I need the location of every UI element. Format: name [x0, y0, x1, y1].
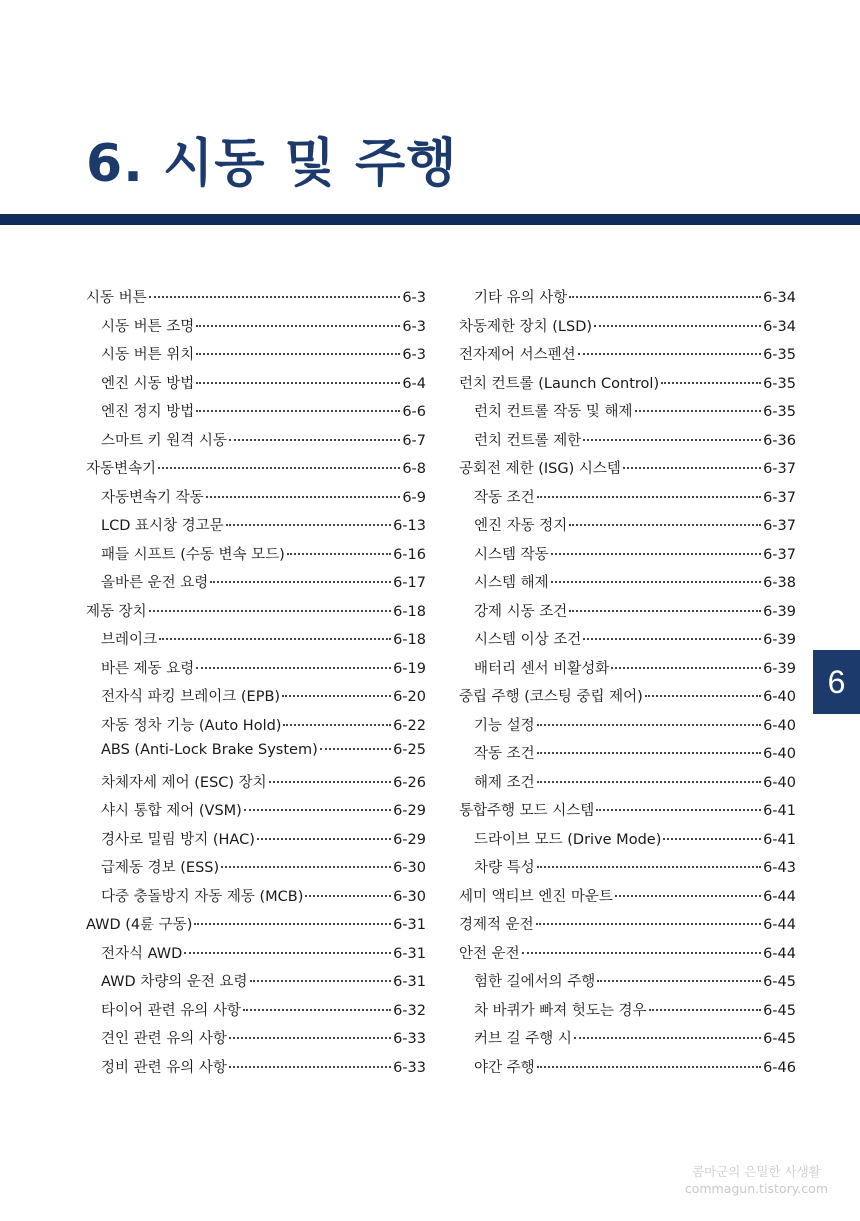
toc-leader-dots [611, 667, 761, 669]
toc-entry-label: ABS (Anti-Lock Brake System) [101, 742, 318, 758]
toc-entry[interactable] [86, 400, 426, 429]
toc-entry-label: AWD 차량의 운전 요령 [101, 974, 248, 990]
toc-entry[interactable] [459, 286, 796, 315]
toc-column-right [459, 286, 796, 1084]
toc-entry-page: 6-31 [393, 945, 426, 962]
toc-entry[interactable] [459, 400, 796, 429]
toc-entry[interactable] [86, 315, 426, 344]
toc-entry-page: 6-7 [402, 432, 426, 449]
toc-leader-dots [196, 325, 400, 327]
toc-entry-page: 6-45 [763, 1031, 796, 1047]
toc-entry-label: 경사로 밀림 방지 (HAC) [101, 831, 255, 848]
toc-entry-label: 중립 주행 (코스팅 중립 제어) [459, 689, 643, 705]
toc-entry-label: 차량 특성 [474, 860, 535, 876]
toc-entry[interactable] [86, 543, 426, 572]
toc-entry-label: 시스템 해제 [474, 575, 549, 591]
toc-entry[interactable] [459, 742, 796, 771]
toc-entry-page: 6-37 [763, 489, 796, 506]
toc-leader-dots [551, 581, 761, 583]
toc-entry[interactable] [86, 514, 426, 543]
toc-leader-dots [149, 610, 391, 612]
toc-entry-page: 6-31 [393, 917, 426, 933]
toc-entry[interactable] [86, 372, 426, 401]
toc-entry-label: 자동변속기 [86, 461, 157, 477]
toc-entry-page: 6-22 [393, 717, 426, 734]
toc-entry-page: 6-39 [763, 660, 796, 677]
toc-entry[interactable] [86, 457, 426, 486]
toc-leader-dots [196, 382, 400, 384]
toc-leader-dots [229, 439, 400, 441]
toc-leader-dots [229, 1037, 391, 1039]
toc-entry[interactable] [459, 571, 796, 600]
toc-entry-label: 전자식 파킹 브레이크 (EPB) [101, 689, 281, 705]
toc-leader-dots [537, 781, 761, 783]
toc-entry[interactable] [86, 1056, 426, 1085]
toc-leader-dots [250, 980, 392, 982]
toc-leader-dots [206, 496, 401, 498]
toc-entry-page: 6-6 [402, 404, 426, 420]
toc-leader-dots [158, 467, 400, 469]
toc-entry[interactable] [459, 856, 796, 885]
toc-entry-label: 엔진 자동 정지 [474, 518, 568, 534]
toc-leader-dots [551, 553, 761, 555]
toc-leader-dots [305, 895, 391, 897]
toc-entry[interactable] [86, 1027, 426, 1056]
toc-leader-dots [615, 895, 761, 897]
toc-leader-dots [537, 724, 761, 726]
toc-entry-label: 제동 장치 [86, 603, 147, 620]
toc-entry[interactable] [86, 942, 426, 971]
toc-entry-label: 시동 버튼 [86, 290, 147, 306]
toc-entry-page: 6-33 [393, 1059, 426, 1076]
toc-entry-label: 시동 버튼 조명 [101, 318, 195, 335]
toc-entry-label: 작동 조건 [474, 489, 535, 506]
toc-entry-page: 6-19 [393, 660, 426, 677]
toc-leader-dots [537, 496, 761, 498]
toc-entry-label: 강제 시동 조건 [474, 603, 568, 620]
toc-entry-page: 6-30 [393, 888, 426, 905]
toc-leader-dots [583, 638, 761, 640]
toc-entry-page: 6-30 [393, 860, 426, 876]
toc-entry-page: 6-45 [763, 1002, 796, 1019]
toc-column-left [86, 286, 426, 1084]
toc-leader-dots [184, 952, 391, 954]
toc-entry-page: 6-38 [763, 575, 796, 591]
toc-entry[interactable] [459, 828, 796, 857]
toc-leader-dots [287, 553, 391, 555]
toc-entry-page: 6-39 [763, 603, 796, 620]
toc-leader-dots [569, 524, 761, 526]
toc-leader-dots [226, 524, 391, 526]
watermark-line-1: 콤마군의 은밀한 사생활 [692, 1164, 821, 1179]
toc-entry-page: 6-41 [763, 803, 796, 819]
toc-entry-label: 바른 제동 요령 [101, 660, 195, 677]
toc-entry[interactable] [459, 486, 796, 515]
toc-entry-page: 6-32 [393, 1002, 426, 1019]
toc-entry[interactable] [459, 514, 796, 543]
toc-leader-dots [645, 695, 761, 697]
toc-entry-page: 6-35 [763, 347, 796, 363]
toc-leader-dots [537, 1066, 761, 1068]
toc-entry-label: 스마트 키 원격 시동 [101, 432, 227, 449]
toc-entry-page: 6-44 [763, 917, 796, 933]
toc-entry-label: 험한 길에서의 주행 [474, 974, 596, 990]
toc-entry-page: 6-33 [393, 1031, 426, 1047]
toc-entry-label: 샤시 통합 제어 (VSM) [101, 803, 242, 819]
toc-leader-dots [210, 581, 391, 583]
toc-leader-dots [194, 923, 391, 925]
toc-entry-page: 6-46 [763, 1059, 796, 1076]
toc-entry[interactable] [86, 913, 426, 942]
toc-entry[interactable] [459, 457, 796, 486]
toc-entry-page: 6-3 [402, 290, 426, 306]
toc-entry-label: 야간 주행 [474, 1059, 535, 1076]
toc-entry-label: 시스템 작동 [474, 546, 549, 563]
toc-entry[interactable] [86, 685, 426, 714]
toc-entry-label: 해제 조건 [474, 774, 535, 791]
toc-entry[interactable] [86, 628, 426, 657]
toc-leader-dots [649, 1009, 762, 1011]
toc-entry-label: 견인 관련 유의 사항 [101, 1031, 227, 1047]
toc-entry[interactable] [459, 343, 796, 372]
toc-entry-page: 6-35 [763, 375, 796, 392]
toc-entry[interactable] [459, 372, 796, 401]
toc-leader-dots [221, 866, 391, 868]
toc-entry-page: 6-40 [763, 689, 796, 705]
toc-entry-label: 통합주행 모드 시스템 [459, 803, 595, 819]
toc-entry-label: 급제동 경보 (ESS) [101, 860, 220, 876]
toc-leader-dots [229, 1066, 391, 1068]
toc-entry-label: 공회전 제한 (ISG) 시스템 [459, 461, 621, 477]
toc-leader-dots [578, 353, 761, 355]
toc-leader-dots [536, 923, 761, 925]
toc-entry[interactable] [459, 714, 796, 743]
toc-entry-label: LCD 표시창 경고문 [101, 518, 224, 534]
toc-entry-page: 6-20 [393, 689, 426, 705]
toc-entry-label: 정비 관련 유의 사항 [101, 1059, 227, 1076]
toc-entry-label: 작동 조건 [474, 746, 535, 762]
toc-entry[interactable] [86, 742, 426, 771]
toc-entry[interactable] [459, 942, 796, 971]
toc-entry-label: 경제적 운전 [459, 917, 534, 933]
toc-leader-dots [569, 610, 761, 612]
toc-entry-page: 6-8 [402, 461, 426, 477]
toc-entry-page: 6-43 [763, 860, 796, 876]
toc-entry-label: 패들 시프트 (수동 변속 모드) [101, 546, 285, 563]
toc-entry[interactable] [86, 600, 426, 629]
toc-entry-page: 6-25 [393, 742, 426, 758]
toc-entry[interactable] [86, 429, 426, 458]
toc-leader-dots [597, 980, 761, 982]
toc-entry-page: 6-44 [763, 945, 796, 962]
watermark [685, 1164, 828, 1198]
toc-entry-label: 런치 컨트롤 작동 및 해제 [474, 404, 633, 420]
toc-entry[interactable] [459, 600, 796, 629]
toc-entry-page: 6-35 [763, 404, 796, 420]
toc-entry-label: 기능 설정 [474, 717, 535, 734]
toc-entry-page: 6-37 [763, 518, 796, 534]
toc-entry-label: AWD (4륜 구동) [86, 917, 193, 933]
title-rule [0, 214, 860, 225]
toc-leader-dots [159, 638, 391, 640]
toc-leader-dots [522, 952, 761, 954]
toc-entry-page: 6-18 [393, 632, 426, 648]
toc-entry-label: 세미 액티브 엔진 마운트 [459, 888, 613, 905]
toc-leader-dots [320, 748, 391, 750]
toc-entry[interactable] [86, 343, 426, 372]
toc-entry[interactable] [459, 1056, 796, 1085]
toc-entry-page: 6-3 [402, 318, 426, 335]
toc-entry-label: 자동변속기 작동 [101, 489, 204, 506]
toc-entry[interactable] [86, 714, 426, 743]
toc-entry-label: 안전 운전 [459, 945, 520, 962]
toc-entry[interactable] [86, 799, 426, 828]
toc-entry-label: 자동 정차 기능 (Auto Hold) [101, 717, 282, 734]
toc-entry[interactable] [86, 885, 426, 914]
toc-entry[interactable] [459, 657, 796, 686]
toc-leader-dots [282, 695, 391, 697]
toc-leader-dots [635, 410, 762, 412]
toc-entry[interactable] [86, 486, 426, 515]
toc-entry[interactable] [86, 856, 426, 885]
toc-entry-page: 6-34 [763, 290, 796, 306]
toc-entry[interactable] [459, 913, 796, 942]
toc-leader-dots [569, 296, 761, 298]
toc-entry-page: 6-31 [393, 974, 426, 990]
toc-leader-dots [537, 752, 761, 754]
toc-entry[interactable] [459, 885, 796, 914]
toc-leader-dots [663, 838, 761, 840]
toc-entry-page: 6-40 [763, 717, 796, 734]
toc-entry-page: 6-16 [393, 546, 426, 563]
toc-entry-page: 6-9 [402, 489, 426, 506]
toc-entry-page: 6-40 [763, 774, 796, 791]
toc-entry[interactable] [459, 685, 796, 714]
toc-entry-page: 6-40 [763, 746, 796, 762]
toc-entry-page: 6-26 [393, 774, 426, 791]
toc-entry-label: 시스템 이상 조건 [474, 632, 582, 648]
toc-entry[interactable] [459, 628, 796, 657]
toc-entry-page: 6-45 [763, 974, 796, 990]
toc-leader-dots [196, 353, 400, 355]
toc-leader-dots [244, 809, 391, 811]
toc-entry-page: 6-41 [763, 831, 796, 848]
toc-entry[interactable] [459, 999, 796, 1028]
toc-entry-page: 6-4 [402, 375, 426, 392]
toc-entry-label: 배터리 센서 비활성화 [474, 660, 610, 677]
toc-entry[interactable] [86, 571, 426, 600]
toc-entry-page: 6-29 [393, 831, 426, 848]
toc-entry-label: 차 바퀴가 빠져 헛도는 경우 [474, 1002, 647, 1019]
toc-entry[interactable] [86, 771, 426, 800]
toc-entry-label: 엔진 정지 방법 [101, 404, 195, 420]
toc-entry-page: 6-29 [393, 803, 426, 819]
chapter-title: 6. 시동 및 주행 [86, 134, 458, 194]
watermark-line-2: commagun.tistory.com [684, 1180, 828, 1196]
toc-leader-dots [537, 866, 761, 868]
toc-entry-label: 런치 컨트롤 (Launch Control) [459, 375, 660, 392]
toc-entry-page: 6-17 [393, 575, 426, 591]
toc-entry[interactable] [459, 970, 796, 999]
toc-entry[interactable] [86, 828, 426, 857]
toc-entry[interactable] [86, 657, 426, 686]
toc-leader-dots [243, 1009, 391, 1011]
toc-entry-page: 6-13 [393, 518, 426, 534]
toc-leader-dots [269, 781, 391, 783]
toc-leader-dots [661, 382, 761, 384]
toc-entry-page: 6-18 [393, 603, 426, 620]
toc-entry[interactable] [459, 799, 796, 828]
toc-entry-page: 6-44 [763, 888, 796, 905]
toc-entry-label: 올바른 운전 요령 [101, 575, 209, 591]
toc-entry-label: 차체자세 제어 (ESC) 장치 [101, 774, 267, 791]
toc-entry-label: 기타 유의 사항 [474, 290, 568, 306]
toc-entry-label: 드라이브 모드 (Drive Mode) [474, 831, 662, 848]
chapter-tab[interactable]: 6 [813, 650, 860, 714]
toc-entry-page: 6-37 [763, 546, 796, 563]
toc-leader-dots [196, 410, 400, 412]
toc-entry-label: 타이어 관련 유의 사항 [101, 1002, 241, 1019]
toc-entry-page: 6-3 [402, 347, 426, 363]
toc-entry-label: 브레이크 [101, 632, 158, 648]
toc-entry-label: 커브 길 주행 시 [474, 1031, 572, 1047]
toc-entry[interactable] [86, 999, 426, 1028]
toc-entry[interactable] [459, 315, 796, 344]
toc-entry-page: 6-39 [763, 632, 796, 648]
toc-leader-dots [594, 325, 761, 327]
toc-leader-dots [623, 467, 761, 469]
toc-entry-label: 전자제어 서스펜션 [459, 347, 576, 363]
toc-entry-label: 런치 컨트롤 제한 [474, 432, 582, 449]
toc-entry[interactable] [459, 1027, 796, 1056]
toc-entry-label: 다중 충돌방지 자동 제동 (MCB) [101, 888, 304, 905]
toc-entry[interactable] [459, 771, 796, 800]
toc-entry-page: 6-36 [763, 432, 796, 449]
toc-leader-dots [196, 667, 391, 669]
toc-entry-page: 6-37 [763, 461, 796, 477]
toc-entry-label: 차동제한 장치 (LSD) [459, 318, 593, 335]
toc-leader-dots [596, 809, 761, 811]
toc-leader-dots [283, 724, 391, 726]
toc-entry[interactable] [459, 543, 796, 572]
toc-leader-dots [583, 439, 761, 441]
toc-entry-label: 시동 버튼 위치 [101, 347, 195, 363]
toc-entry[interactable] [86, 970, 426, 999]
toc-entry-page: 6-34 [763, 318, 796, 335]
toc-leader-dots [574, 1037, 761, 1039]
toc-leader-dots [257, 838, 391, 840]
toc-entry[interactable] [459, 429, 796, 458]
toc-entry-label: 엔진 시동 방법 [101, 375, 195, 392]
toc-entry[interactable] [86, 286, 426, 315]
toc-entry-label: 전자식 AWD [101, 945, 183, 962]
toc-leader-dots [149, 296, 401, 298]
